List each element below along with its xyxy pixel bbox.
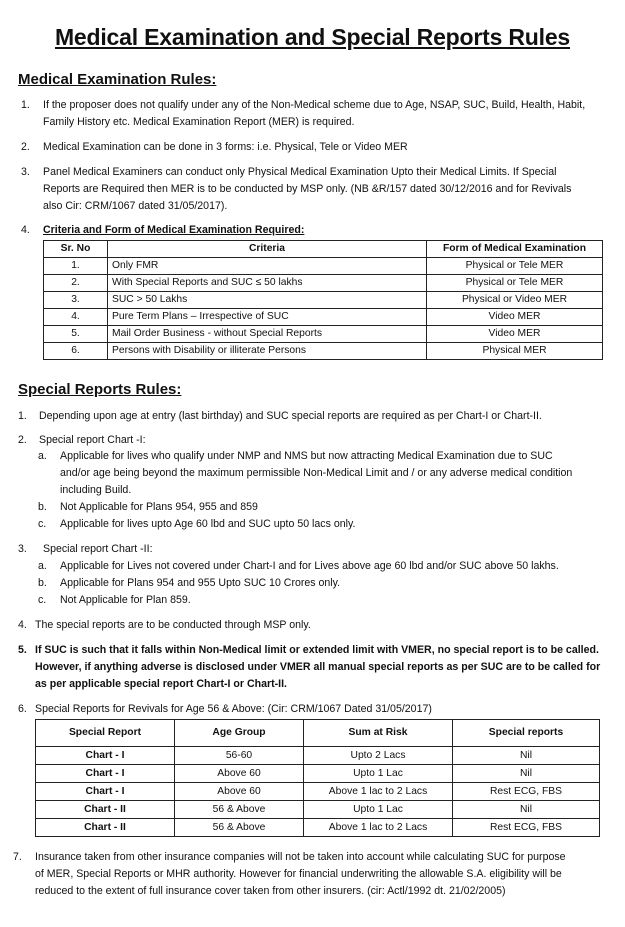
table-cell: Upto 1 Lac <box>304 765 453 783</box>
table-cell: Above 1 lac to 2 Lacs <box>304 783 453 801</box>
list-item-text: Special Reports for Revivals for Age 56 & Above: (Cir: CRM/1067 Dated 31/05/2017) <box>35 703 432 715</box>
list-item-text: If the proposer does not qualify under any of the Non-Medical scheme due to Age, NSAP, SUC, Build, Health, Habit, <box>43 99 586 111</box>
list-item-text: If SUC is such that it falls within Non-Medical limit or extended limit with VMER, no special report is to be called. <box>35 644 599 656</box>
table-cell: Above 60 <box>175 765 304 783</box>
table-cell: 4. <box>44 309 108 326</box>
list-number: 4. <box>21 224 30 236</box>
table-cell: Physical or Tele MER <box>427 258 603 275</box>
list-number: 7. <box>13 851 22 863</box>
list-item-text: However, if anything adverse is disclosed under VMER all manual special reports as per SUC are to be called for <box>35 661 601 673</box>
subsection-heading: Criteria and Form of Medical Examination Required: <box>43 224 305 236</box>
special-reports-heading: Special Reports Rules: <box>18 381 182 398</box>
table-cell: Chart - I <box>36 765 175 783</box>
sublist-item-text: Applicable for lives upto Age 60 lbd and SUC upto 50 lacs only. <box>60 518 356 530</box>
table-cell: Nil <box>453 747 600 765</box>
list-number: 2. <box>21 141 30 153</box>
table-cell: Persons with Disability or illiterate Persons <box>108 343 427 360</box>
table-row <box>36 765 600 783</box>
table-cell: Physical or Tele MER <box>427 275 603 292</box>
list-item-text: reduced to the extent of full insurance cover taken from other insurers. (cir: Actl/1992 dt. 21/02/2005) <box>35 885 506 897</box>
table-header-cell: Age Group <box>175 720 304 747</box>
table-cell: Chart - II <box>36 819 175 837</box>
table-row <box>44 343 603 360</box>
list-item-text: as per applicable special report Chart-I or Chart-II. <box>35 678 287 690</box>
medical-rules-heading: Medical Examination Rules: <box>18 71 217 88</box>
table-cell: 1. <box>44 258 108 275</box>
sublist-letter: a. <box>38 560 47 572</box>
list-number: 3. <box>21 166 30 178</box>
table-row <box>44 326 603 343</box>
table-row <box>44 292 603 309</box>
table-row <box>36 819 600 837</box>
list-number: 5. <box>18 644 27 656</box>
table-row <box>44 275 603 292</box>
table-cell: Rest ECG, FBS <box>453 783 600 801</box>
revival-reports-table <box>35 719 600 837</box>
table-cell: 56 & Above <box>175 801 304 819</box>
sublist-item-text: and/or age being beyond the maximum permissible Non-Medical Limit and / or any adverse medical condition <box>60 467 573 479</box>
table-header-cell: Special Report <box>36 720 175 747</box>
list-item-text: Reports are Required then MER is to be conducted by MSP only. (NB &R/157 dated 30/12/2016 and for Revivals <box>43 183 572 195</box>
table-cell: Pure Term Plans – Irrespective of SUC <box>108 309 427 326</box>
table-cell: 6. <box>44 343 108 360</box>
table-header-cell: Criteria <box>108 241 427 258</box>
medical-exam-table <box>43 240 603 360</box>
table-row <box>36 783 600 801</box>
list-item-text: Insurance taken from other insurance companies will not be taken into account while calculating SUC for purpose <box>35 851 566 863</box>
table-cell: Chart - I <box>36 747 175 765</box>
sublist-letter: c. <box>38 594 47 606</box>
sublist-item-text: Applicable for lives who qualify under NMP and NMS but now attracting Medical Examination due to SUC <box>60 450 553 462</box>
table-cell: With Special Reports and SUC ≤ 50 lakhs <box>108 275 427 292</box>
list-item-text: also Cir: CRM/1067 dated 31/05/2017). <box>43 200 228 212</box>
table-row <box>36 747 600 765</box>
table-cell: Physical MER <box>427 343 603 360</box>
list-item-text: Family History etc. Medical Examination Report (MER) is required. <box>43 116 355 128</box>
list-number: 1. <box>18 410 27 422</box>
list-number: 1. <box>21 99 30 111</box>
table-header-row <box>44 241 603 258</box>
list-item-text: Medical Examination can be done in 3 forms: i.e. Physical, Tele or Video MER <box>43 141 408 153</box>
table-header-cell: Sum at Risk <box>304 720 453 747</box>
list-number: 6. <box>18 703 27 715</box>
table-cell: SUC > 50 Lakhs <box>108 292 427 309</box>
table-cell: Chart - I <box>36 783 175 801</box>
list-number: 3. <box>18 543 27 555</box>
table-cell: Only FMR <box>108 258 427 275</box>
table-cell: 3. <box>44 292 108 309</box>
table-cell: 5. <box>44 326 108 343</box>
table-header-row <box>36 720 600 747</box>
table-cell: Nil <box>453 765 600 783</box>
list-item-text: Special report Chart -I: <box>39 434 146 446</box>
table-cell: Nil <box>453 801 600 819</box>
list-item-text: Depending upon age at entry (last birthday) and SUC special reports are required as per Chart-I or Chart-II. <box>39 410 542 422</box>
list-number: 4. <box>18 619 27 631</box>
sublist-item-text: Not Applicable for Plans 954, 955 and 859 <box>60 501 258 513</box>
table-cell: Mail Order Business - without Special Reports <box>108 326 427 343</box>
sublist-letter: a. <box>38 450 47 462</box>
table-cell: Video MER <box>427 309 603 326</box>
table-header-cell: Special reports <box>453 720 600 747</box>
table-cell: Rest ECG, FBS <box>453 819 600 837</box>
sublist-item-text: Applicable for Plans 954 and 955 Upto SUC 10 Crores only. <box>60 577 341 589</box>
table-cell: Physical or Video MER <box>427 292 603 309</box>
table-header-cell: Form of Medical Examination <box>427 241 603 258</box>
table-cell: Above 60 <box>175 783 304 801</box>
table-cell: Upto 2 Lacs <box>304 747 453 765</box>
page-title: Medical Examination and Special Reports Rules <box>54 24 571 50</box>
table-cell: 56-60 <box>175 747 304 765</box>
sublist-item-text: Applicable for Lives not covered under Chart-I and for Lives above age 60 lbd and/or SUC above 50 lakhs. <box>60 560 559 572</box>
table-cell: Upto 1 Lac <box>304 801 453 819</box>
table-cell: 2. <box>44 275 108 292</box>
sublist-letter: b. <box>38 501 47 513</box>
table-cell: Above 1 lac to 2 Lacs <box>304 819 453 837</box>
table-cell: Chart - II <box>36 801 175 819</box>
table-cell: 56 & Above <box>175 819 304 837</box>
list-item-text: The special reports are to be conducted through MSP only. <box>35 619 311 631</box>
sublist-item-text: including Build. <box>60 484 132 496</box>
table-row <box>44 309 603 326</box>
list-number: 2. <box>18 434 27 446</box>
table-row <box>44 258 603 275</box>
table-cell: Video MER <box>427 326 603 343</box>
table-header-cell: Sr. No <box>44 241 108 258</box>
list-item-text: Panel Medical Examiners can conduct only Physical Medical Examination Upto their Medical Limits. If Special <box>43 166 557 178</box>
list-item-text: of MER, Special Reports or MHR authority. However for financial underwriting the allowable S.A. eligibility will be <box>35 868 562 880</box>
sublist-letter: c. <box>38 518 47 530</box>
sublist-item-text: Not Applicable for Plan 859. <box>60 594 191 606</box>
list-item-text: Special report Chart -II: <box>43 543 153 555</box>
sublist-letter: b. <box>38 577 47 589</box>
table-row <box>36 801 600 819</box>
